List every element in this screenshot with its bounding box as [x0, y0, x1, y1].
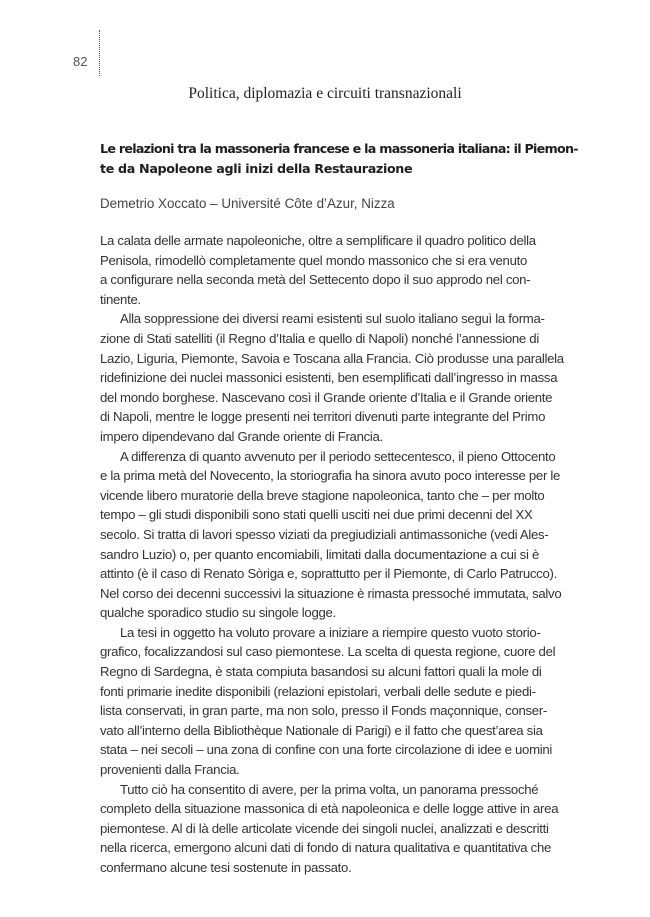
body-paragraph: [100, 447, 580, 623]
paragraph-line: zione di Stati satelliti (il Regno d’Italia e quello di Napoli) nonché l’annessione di: [100, 330, 539, 346]
paragraph-line: completo della situazione massonica di età napoleonica e delle logge attive in area: [100, 801, 559, 817]
paragraph-line: La tesi in oggetto ha voluto provare a iniziare a riempire questo vuoto storio-: [120, 624, 541, 640]
paragraph-line: A differenza di quanto avvenuto per il periodo settecentesco, il pieno Ottocento: [120, 448, 556, 464]
paragraph-line: e la prima metà del Novecento, la storiografia ha sinora avuto poco interesse per le: [100, 468, 561, 484]
paragraph-line: vato all’interno della Bibliothèque Nationale di Parigi) e il fatto che quest’area sia: [100, 722, 543, 738]
paragraph-line: tempo – gli studi disponibili sono stati quelli usciti nei due primi decenni del XX: [100, 507, 533, 523]
paragraph-line: fonti primarie inedite disponibili (relazioni epistolari, verbali delle sedute e piedi-: [100, 683, 536, 699]
paragraph-line: del mondo borghese. Nascevano così il Grande oriente d’Italia e il Grande oriente: [100, 389, 553, 405]
body-paragraph: [100, 623, 580, 780]
paragraph-line: grafico, focalizzandosi sul caso piemontese. La scelta di questa regione, cuore del: [100, 644, 556, 660]
page-number: 82: [73, 54, 88, 69]
author-affiliation: Demetrio Xoccato – Université Côte d’Azur, Nizza: [100, 196, 395, 211]
paragraph-line: sandro Luzio) o, per quanto encomiabili, limitati dalla documentazione a cui si è: [100, 546, 539, 562]
body-paragraph: [100, 309, 580, 446]
paragraph-line: di Napoli, mentre le logge presenti nei territori divenuti parte integrante del Primo: [100, 409, 546, 425]
body-paragraph: [100, 231, 580, 309]
paragraph-line: lista conservati, in gran parte, ma non solo, presso il Fonds maçonnique, conser-: [100, 703, 548, 719]
paragraph-line: a configurare nella seconda metà del Settecento dopo il suo approdo nel con-: [100, 272, 531, 288]
paragraph-line: vicende libero muratorie della breve stagione napoleonica, tanto che – per molto: [100, 487, 545, 503]
article-title-line: Le relazioni tra la massoneria francese e la massoneria italiana: il Piemon-: [100, 141, 578, 156]
paragraph-line: stata – nei secoli – una zona di confine con una forte circolazione di idee e uomini: [100, 742, 553, 758]
paragraph-line: Alla soppressione dei diversi reami esistenti sul suolo italiano seguì la forma-: [120, 311, 545, 327]
paragraph-line: Lazio, Liguria, Piemonte, Savoia e Toscana alla Francia. Ciò produsse una parallela: [100, 350, 564, 366]
paragraph-line: confermano alcune tesi sostenute in passato.: [100, 860, 352, 875]
article-body: [100, 231, 580, 878]
paragraph-line: provenienti dalla Francia.: [100, 762, 240, 778]
paragraph-line: attinto (è il caso di Renato Sòriga e, soprattutto per il Piemonte, di Carlo Patrucco).: [100, 566, 557, 582]
running-head: Politica, diplomazia e circuiti transnazionali: [188, 85, 462, 102]
paragraph-line: Penisola, rimodellò completamente quel mondo massonico che si era venuto: [100, 252, 528, 268]
article-title-line: te da Napoleone agli inizi della Restaurazione: [100, 161, 413, 176]
paragraph-line: qualche sporadico studio su singole logge.: [100, 605, 336, 621]
paragraph-line: Regno di Sardegna, è stata compiuta basandosi su alcuni fattori quali la mole di: [100, 664, 542, 680]
page-number-divider: [99, 30, 100, 76]
paragraph-line: Tutto ciò ha consentito di avere, per la prima volta, un panorama pressoché: [120, 781, 539, 797]
paragraph-line: nella ricerca, emergono alcuni dati di fondo di natura qualitativa e quantitativa che: [100, 840, 552, 856]
paragraph-line: La calata delle armate napoleoniche, oltre a semplificare il quadro politico della: [100, 233, 536, 248]
paragraph-line: piemontese. Al di là delle articolate vicende dei singoli nuclei, analizzati e descritti: [100, 820, 549, 836]
paragraph-line: impero dipendevano dal Grande oriente di Francia.: [100, 428, 383, 444]
paragraph-line: Nel corso dei decenni successivi la situazione è rimasta pressoché immutata, salvo: [100, 585, 562, 601]
article-title: [100, 139, 580, 179]
paragraph-line: ridefinizione dei nuclei massonici esistenti, ben esemplificati dall’ingresso in massa: [100, 370, 558, 386]
paragraph-line: secolo. Si tratta di lavori spesso viziati da pregiudiziali antimassoniche (vedi Ales-: [100, 526, 549, 542]
paragraph-line: tinente.: [100, 291, 141, 307]
body-paragraph: [100, 780, 580, 878]
